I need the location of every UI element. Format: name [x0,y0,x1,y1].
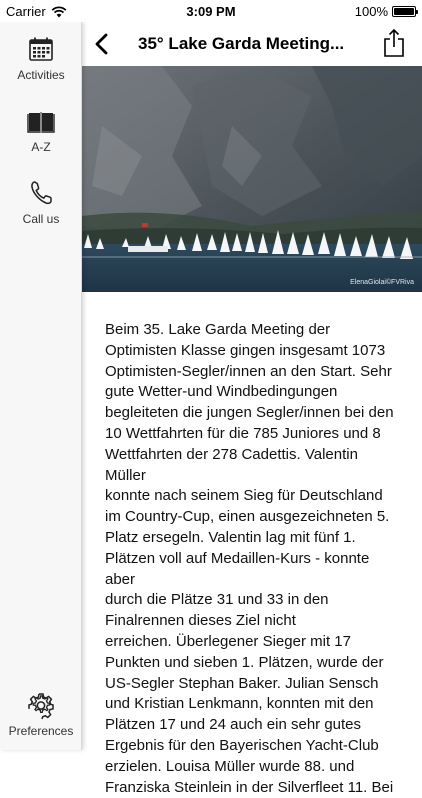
battery-icon [392,6,416,17]
carrier-label: Carrier [6,4,46,19]
status-battery-group [355,4,416,19]
sidebar-item-activities[interactable] [0,36,82,82]
sidebar [0,22,82,750]
sidebar-item-preferences[interactable] [0,692,82,738]
sidebar-item-label: A-Z [31,140,51,154]
status-time: 3:09 PM [186,4,236,19]
sidebar-item-call-us[interactable] [0,180,82,226]
book-icon [27,110,55,134]
hero-photo [82,66,422,292]
hero-image [82,66,422,292]
article-body: Beim 35. Lake Garda Meeting der Optimisten Klasse gingen insgesamt 1073 Optimisten-Segler/innen an den Start. Sehr gute Wetter-und Windbedingungen begleiteten die jungen Segler/innen bei den 10 Wettfahrten für die 785 Juniores und 8 Wettfahrten der 278 Cadettis. Valentin Müller konnte nach seinem Sieg für Deutschland im Country-Cup, einen ausgezeichneten 5. Platz ersegeln. Valentin lag mit fünf 1. Plätzen voll auf Medaillen-Kurs - konnte aber durch die Plätze 31 und 33 in den Finalrennen dieses Ziel nicht erreichen. Überlegener Sieger mit 17 Punkten und sieben 1. Plätzen, wurde der US-Segler Stephan Baker. Julian Sensch und Kristian Lenkmann, konnten mit den Plätzen 17 und 24 auch ein sehr gutes Ergebnis für den Bayerischen Yacht-Club erzielen. Louisa Müller wurde 88. und Franziska Steinlein in der Silverfleet 11. Bei [105,321,394,796]
chevron-left-icon[interactable] [90,32,114,56]
sidebar-item-label: Call us [22,212,60,226]
sidebar-item-label: Preferences [8,724,74,738]
photo-watermark: ElenaGiolai©FVRiva [350,279,414,286]
battery-fill [394,8,414,15]
sidebar-item-a-z[interactable] [0,110,82,154]
sidebar-item-label: Activities [17,68,65,82]
phone-icon [29,180,53,206]
gear-icon [28,692,54,718]
status-bar [0,0,422,22]
page-title: 35° Lake Garda Meeting... [138,34,345,53]
share-icon[interactable] [382,28,406,58]
navigation-bar [82,22,422,66]
calendar-icon [28,36,54,62]
battery-percent: 100% [354,4,388,19]
